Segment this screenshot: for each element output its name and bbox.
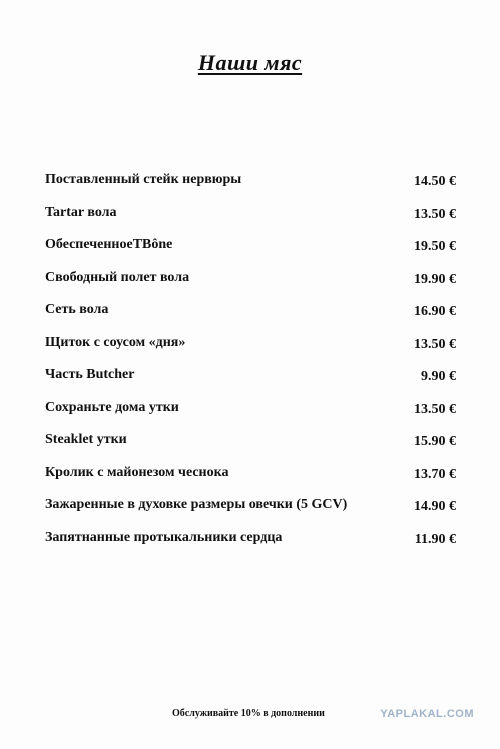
menu-item <box>0 268 500 301</box>
menu-item-price: 11.90 € <box>414 531 456 547</box>
menu-item <box>0 430 500 463</box>
menu-item-price: 14.50 € <box>414 174 456 189</box>
menu-item-name: Свободный полет вола <box>45 269 190 285</box>
menu-item-name: Кролик с майонезом чеснока <box>45 464 229 480</box>
menu-item-name: Запятнанные протыкальники сердца <box>45 529 283 545</box>
menu-item-name: Зажаренные в духовке размеры овечки (5 GCV) <box>45 497 348 512</box>
menu-item <box>0 300 500 333</box>
menu-item <box>0 203 500 236</box>
menu-item-name: Сохраньте дома утки <box>45 399 179 415</box>
menu-item-name: ОбеспеченноеTBône <box>45 237 173 252</box>
menu-list <box>0 170 500 560</box>
site-watermark: YAPLAKAL.COM <box>380 708 474 720</box>
menu-item-name: Часть Butcher <box>45 367 135 382</box>
menu-item <box>0 528 500 561</box>
menu-item-price: 13.50 € <box>414 206 456 222</box>
menu-item <box>0 333 500 366</box>
menu-item-price: 13.50 € <box>414 336 456 352</box>
menu-item-price: 15.90 € <box>414 434 456 449</box>
menu-item-price: 16.90 € <box>414 304 456 319</box>
menu-item-name: Steaklet утки <box>45 432 127 447</box>
menu-item <box>0 463 500 496</box>
menu-item <box>0 398 500 431</box>
menu-item-name: Щиток с соусом «дня» <box>45 334 186 350</box>
menu-item <box>0 170 500 203</box>
menu-item-price: 19.90 € <box>414 271 456 287</box>
menu-item-price: 13.50 € <box>414 401 456 417</box>
menu-item-price: 13.70 € <box>414 466 456 482</box>
menu-item-name: Поставленный стейк нервюры <box>45 172 242 187</box>
menu-title: Наши мяс <box>197 50 303 75</box>
menu-item-price: 14.90 € <box>414 499 456 514</box>
menu-item <box>0 235 500 268</box>
menu-item-price: 9.90 € <box>421 369 456 384</box>
menu-item <box>0 495 500 528</box>
menu-item-name: Сеть вола <box>45 302 109 317</box>
menu-item-name: Tartar вола <box>45 204 117 220</box>
menu-item-price: 19.50 € <box>414 239 456 254</box>
service-charge-note: Обслуживайте 10% в дополнении <box>172 708 325 719</box>
menu-item <box>0 365 500 398</box>
